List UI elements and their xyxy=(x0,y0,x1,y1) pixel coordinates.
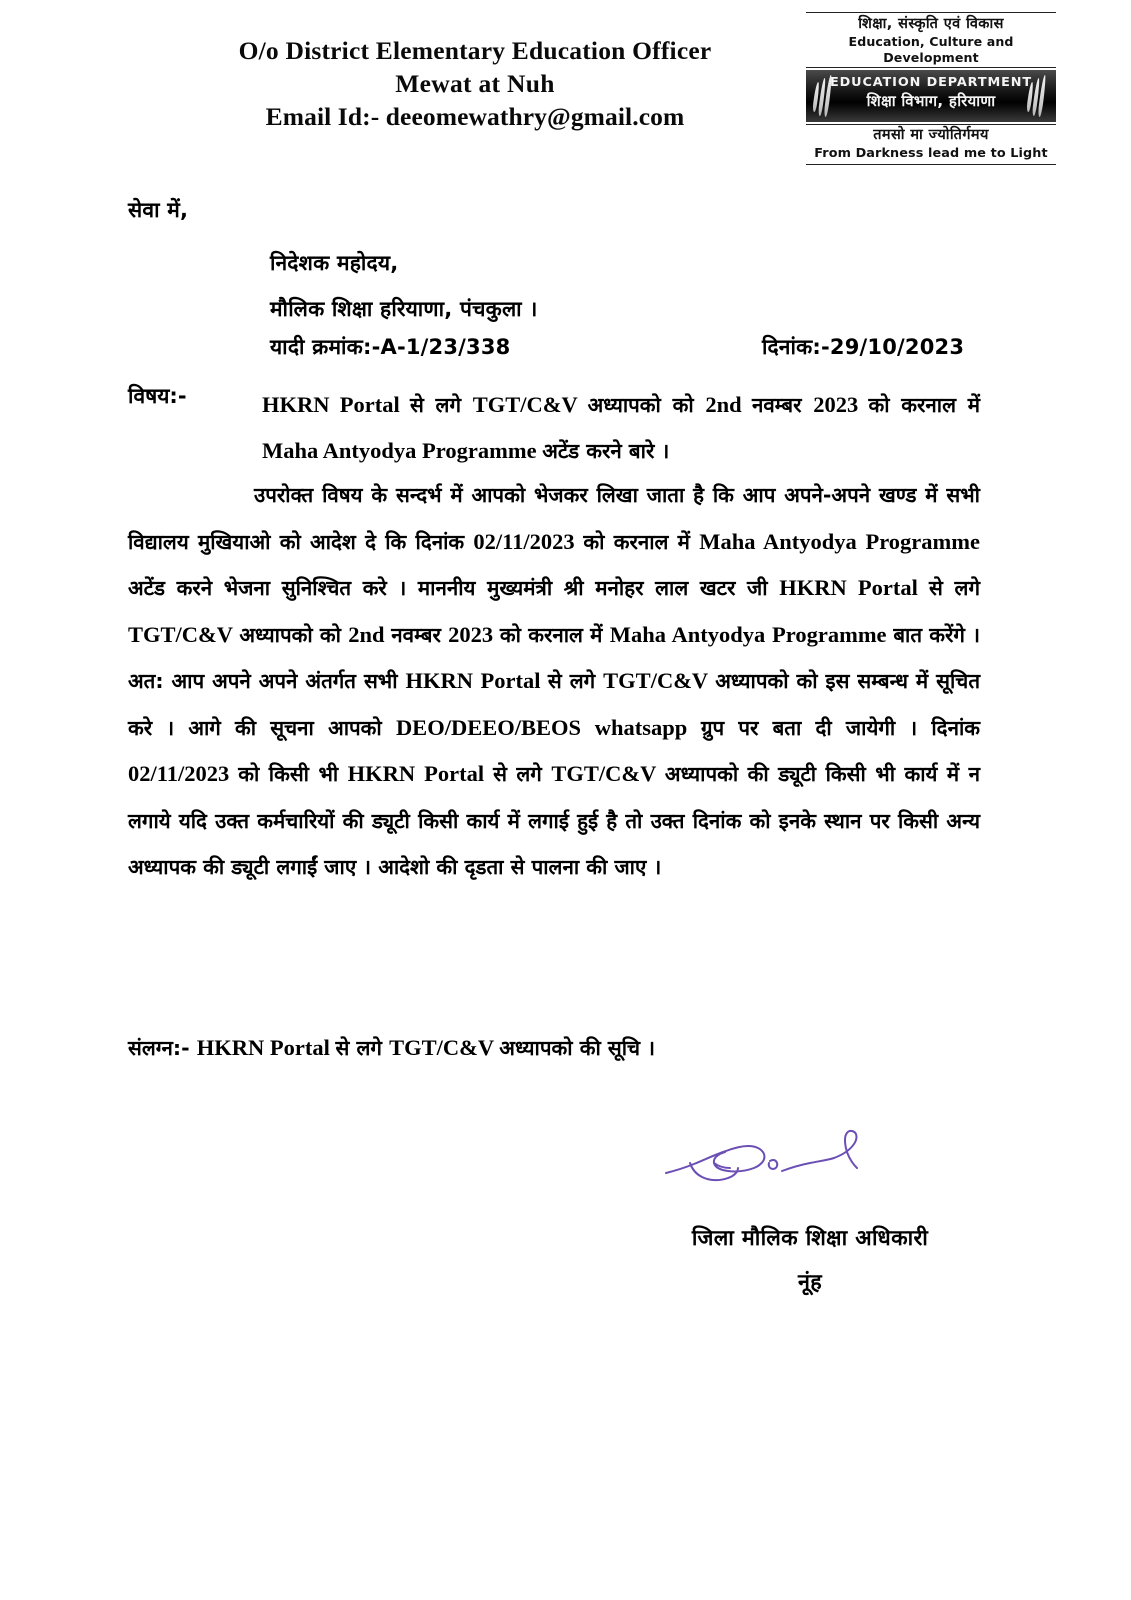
addressee-block xyxy=(270,240,538,332)
office-name: O/o District Elementary Education Officer xyxy=(238,36,712,65)
subject-text: HKRN Portal से लगे TGT/C&V अध्यापको को 2nd नवम्बर 2023 को करनाल में Maha Antyodya Programme अटेंड करने बारे । xyxy=(262,392,980,463)
handwritten-signature xyxy=(660,1115,880,1215)
memo-date: दिनांक:-29/10/2023 xyxy=(762,335,965,359)
memo-number: यादी क्रमांक:-A-1/23/338 xyxy=(270,335,511,359)
logo-motto-english-top: Education, Culture and Development xyxy=(806,34,1056,68)
designation-place: नूंह xyxy=(798,1270,822,1295)
logo-motto-english-bottom: From Darkness lead me to Light xyxy=(814,146,1048,161)
to-label: सेवा में, xyxy=(128,198,189,222)
office-location: Mewat at Nuh xyxy=(395,69,555,98)
subject-label: विषय:- xyxy=(128,384,187,408)
logo-banner xyxy=(806,70,1056,122)
office-email: Email Id:- deeomewathry@gmail.com xyxy=(265,102,685,131)
signature-block xyxy=(600,1105,1060,1305)
office-address-block xyxy=(150,34,800,133)
letter-body: उपरोक्त विषय के सन्दर्भ में आपको भेजकर लिखा जाता है कि आप अपने-अपने खण्ड में सभी विद्यालय मुखियाओ को आदेश दे कि दिनांक 02/11/2023 को करनाल में Maha Antyodya Programme अटेंड करने भेजना सुनिश्चित करे । माननीय मुख्यमंत्री श्री मनोहर लाल खटर जी HKRN Portal से लगे TGT/C&V अध्यापको को 2nd नवम्बर 2023 को करनाल में Maha Antyodya Programme बात करेंगे । अत: आप अपने अपने अंतर्गत सभी HKRN Portal से लगे TGT/C&V अध्यापको को इस सम्बन्ध में सूचित करे । आगे की सूचना आपको DEO/DEEO/BEOS whatsapp ग्रुप पर बता दी जायेगी । दिनांक 02/11/2023 को किसी भी HKRN Portal से लगे TGT/C&V अध्यापको की ड्यूटी किसी भी कार्य में न लगाये यदि उक्त कर्मचारियों की ड्यूटी किसी कार्य में लगाई हुई है तो उक्त दिनांक को इनके स्थान पर किसी अन्य अध्यापक की ड्यूटी लगाईं जाए । आदेशो की दृडता से पालना की जाए । xyxy=(128,483,981,879)
logo-department-english: EDUCATION DEPARTMENT xyxy=(830,75,1032,90)
letterhead xyxy=(0,0,1131,161)
logo-motto-hindi-bottom: तमसो मा ज्योतिर्गमय xyxy=(806,124,1056,145)
logo-department-hindi: शिक्षा विभाग, हरियाणा xyxy=(866,92,996,110)
logo-banner-text xyxy=(806,74,1056,112)
enclosure-line: संलग्न:- HKRN Portal से लगे TGT/C&V अध्यापको की सूचि । xyxy=(128,1035,655,1060)
addressee-designation: निदेशक महोदय, xyxy=(270,251,399,275)
logo-motto-hindi-top: शिक्षा, संस्कृति एवं विकास xyxy=(858,16,1004,32)
education-department-logo xyxy=(806,12,1056,165)
addressee-office: मौलिक शिक्षा हरियाणा, पंचकुला । xyxy=(270,297,538,321)
signatory-designation xyxy=(600,1217,1020,1305)
designation-title: जिला मौलिक शिक्षा अधिकारी xyxy=(691,1226,929,1251)
